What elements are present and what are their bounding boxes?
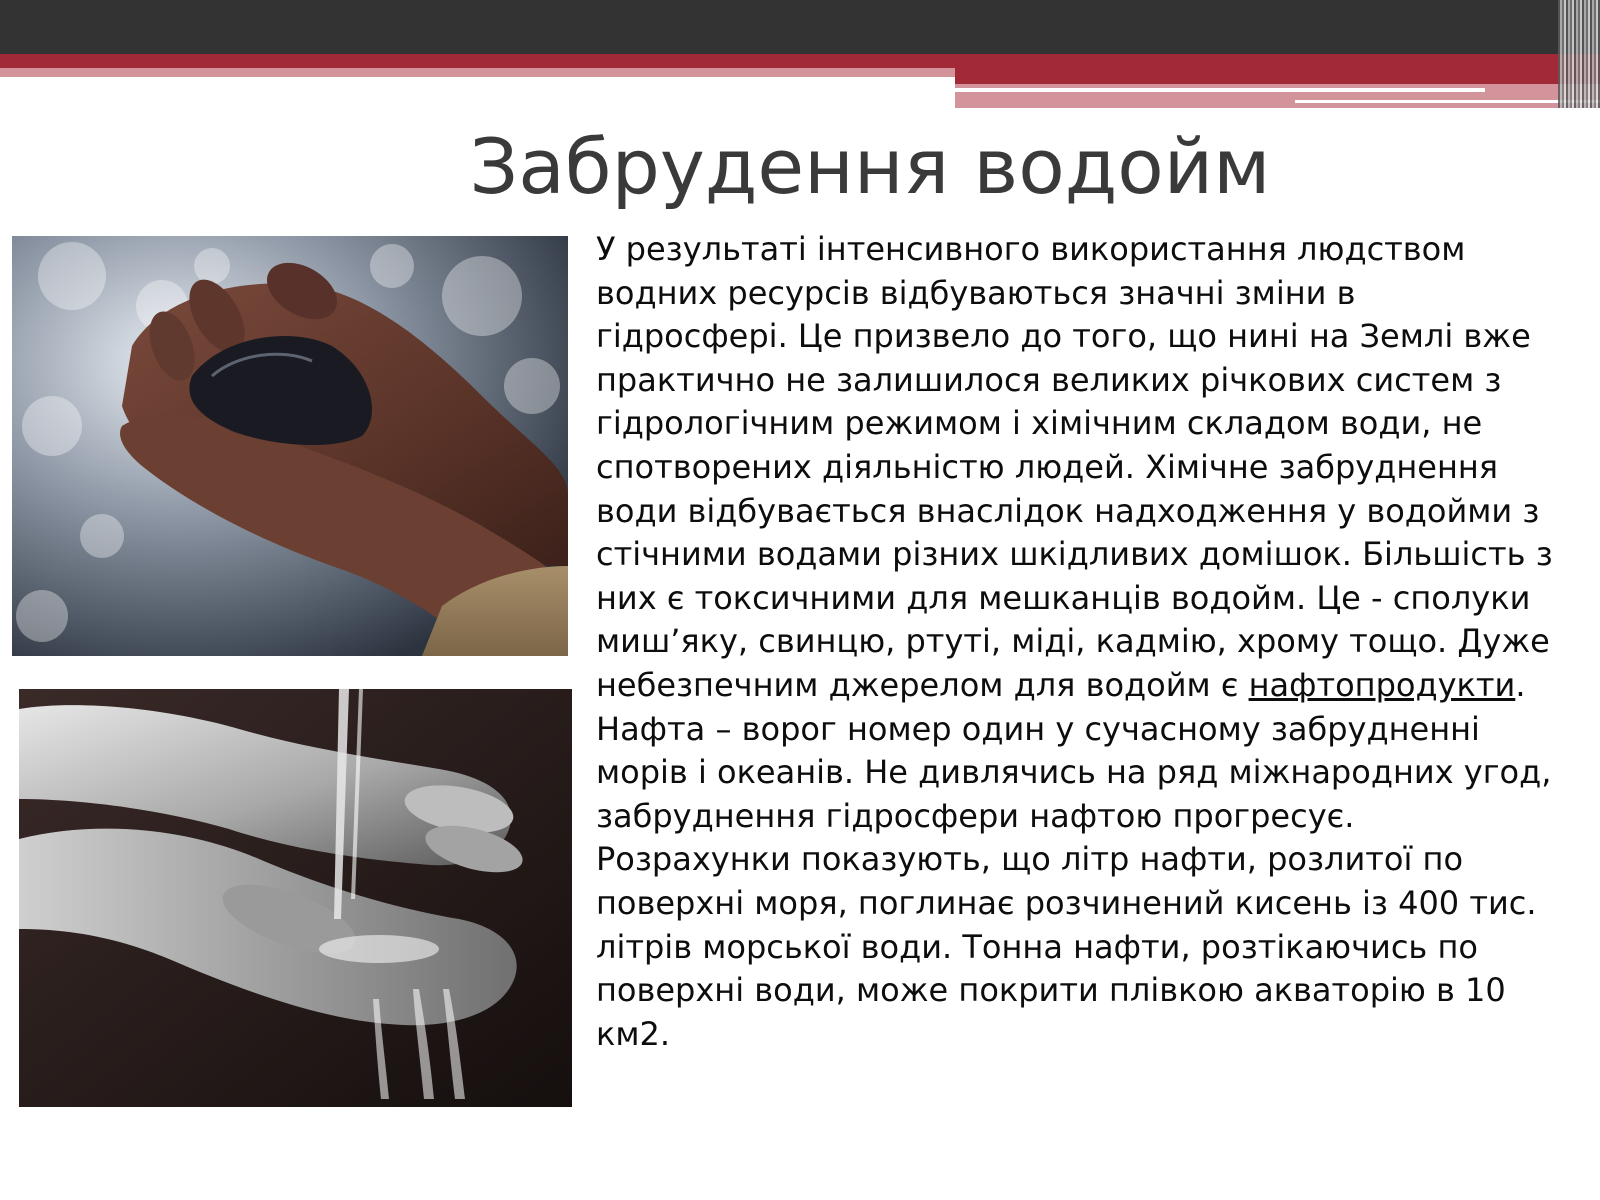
header-divider-line (955, 88, 1485, 92)
header-divider-line-short (1295, 100, 1600, 103)
body-text-part-1: У результаті інтенсивного використання людством водних ресурсів відбуваються значні зміни в гідросфері. Це призвело до того, що нині на Землі вже практично не залишилося великих річкових систем з гідрологічним режимом і хімічним складом води, не спотворених діяльністю людей. Хімічне забруднення води відбувається внаслідок надходження у водойми з стічними водами різних шкідливих домішок. Більшість з них є токсичними для мешканців водойм. Це - сполуки миш’яку, свинцю, ртуті, міді, кадмію, хрому тощо. Дуже небезпечним джерелом для водойм є (596, 230, 1553, 704)
top-red-band-right (955, 68, 1600, 84)
slide-body-text (596, 228, 1556, 1056)
body-text-part-2: . Нафта – ворог номер один у сучасному забрудненні морів і океанів. Не дивлячись на ряд міжнародних угод, забруднення гідросфери нафтою прогресує. Розрахунки показують, що літр нафти, розлитої по поверхні моря, поглинає розчинений кисень із 400 тис. літрів морської води. Тонна нафти, розтікаючись по поверхні води, може покрити плівкою акваторію в 10 км2. (596, 665, 1552, 1053)
slide-title: Забрудення водойм (469, 122, 1271, 211)
top-pink-band-left (0, 68, 955, 77)
hands-catching-water-photo (19, 689, 572, 1107)
top-red-band (0, 54, 1600, 68)
corner-stripes-decoration (1558, 0, 1600, 108)
top-dark-band (0, 0, 1600, 54)
hands-holding-oil-photo (12, 236, 568, 656)
oil-products-link[interactable]: нафтопродукти (1248, 665, 1516, 704)
